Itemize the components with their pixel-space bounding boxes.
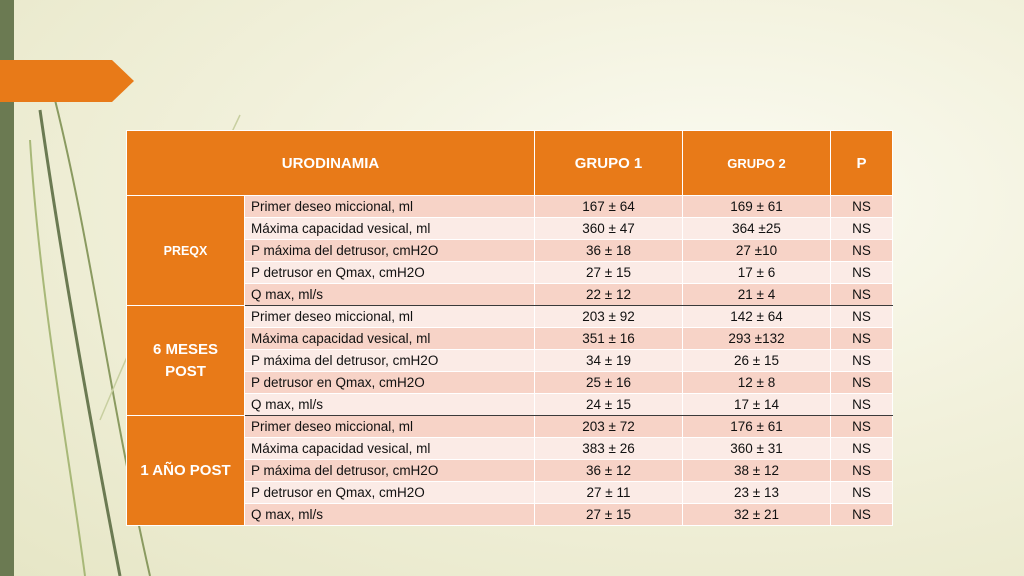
p-cell: NS xyxy=(831,438,893,460)
grupo2-cell: 364 ±25 xyxy=(683,218,831,240)
param-cell: P máxima del detrusor, cmH2O xyxy=(245,460,535,482)
grupo1-cell: 203 ± 92 xyxy=(535,306,683,328)
param-cell: Máxima capacidad vesical, ml xyxy=(245,218,535,240)
param-cell: P detrusor en Qmax, cmH2O xyxy=(245,482,535,504)
grupo1-cell: 34 ± 19 xyxy=(535,350,683,372)
param-cell: Primer deseo miccional, ml xyxy=(245,306,535,328)
grupo2-cell: 169 ± 61 xyxy=(683,196,831,218)
grupo2-cell: 12 ± 8 xyxy=(683,372,831,394)
p-cell: NS xyxy=(831,372,893,394)
param-cell: P máxima del detrusor, cmH2O xyxy=(245,240,535,262)
grupo2-cell: 142 ± 64 xyxy=(683,306,831,328)
grupo1-cell: 27 ± 15 xyxy=(535,504,683,526)
group-label-1-ano-post: 1 AÑO POST xyxy=(127,416,245,526)
table-row xyxy=(127,196,893,218)
grupo1-cell: 360 ± 47 xyxy=(535,218,683,240)
grupo1-cell: 27 ± 11 xyxy=(535,482,683,504)
grupo2-cell: 17 ± 6 xyxy=(683,262,831,284)
param-cell: P máxima del detrusor, cmH2O xyxy=(245,350,535,372)
param-cell: Q max, ml/s xyxy=(245,504,535,526)
param-cell: Máxima capacidad vesical, ml xyxy=(245,438,535,460)
grupo2-cell: 360 ± 31 xyxy=(683,438,831,460)
group-label-6-meses-post xyxy=(127,306,245,416)
param-cell: P detrusor en Qmax, cmH2O xyxy=(245,262,535,284)
grupo2-cell: 32 ± 21 xyxy=(683,504,831,526)
p-cell: NS xyxy=(831,284,893,306)
p-cell: NS xyxy=(831,350,893,372)
p-cell: NS xyxy=(831,240,893,262)
p-cell: NS xyxy=(831,328,893,350)
grupo1-cell: 24 ± 15 xyxy=(535,394,683,416)
grupo1-cell: 22 ± 12 xyxy=(535,284,683,306)
grupo1-cell: 383 ± 26 xyxy=(535,438,683,460)
grupo1-cell: 36 ± 18 xyxy=(535,240,683,262)
grupo2-cell: 38 ± 12 xyxy=(683,460,831,482)
grupo2-cell: 23 ± 13 xyxy=(683,482,831,504)
p-cell: NS xyxy=(831,460,893,482)
param-cell: Máxima capacidad vesical, ml xyxy=(245,328,535,350)
p-cell: NS xyxy=(831,306,893,328)
p-cell: NS xyxy=(831,504,893,526)
param-cell: Primer deseo miccional, ml xyxy=(245,416,535,438)
table-row xyxy=(127,416,893,438)
p-cell: NS xyxy=(831,262,893,284)
grupo2-cell: 176 ± 61 xyxy=(683,416,831,438)
header-urodinamia: URODINAMIA xyxy=(127,131,535,196)
p-cell: NS xyxy=(831,416,893,438)
grupo2-cell: 27 ±10 xyxy=(683,240,831,262)
header-grupo-1: GRUPO 1 xyxy=(535,131,683,196)
p-cell: NS xyxy=(831,482,893,504)
grupo2-cell: 26 ± 15 xyxy=(683,350,831,372)
grupo1-cell: 351 ± 16 xyxy=(535,328,683,350)
group-label-preqx: PREQX xyxy=(127,196,245,306)
grupo1-cell: 167 ± 64 xyxy=(535,196,683,218)
param-cell: Primer deseo miccional, ml xyxy=(245,196,535,218)
grupo1-cell: 27 ± 15 xyxy=(535,262,683,284)
p-cell: NS xyxy=(831,218,893,240)
header-p: P xyxy=(831,131,893,196)
grupo1-cell: 36 ± 12 xyxy=(535,460,683,482)
param-cell: Q max, ml/s xyxy=(245,394,535,416)
grupo1-cell: 25 ± 16 xyxy=(535,372,683,394)
grupo1-cell: 203 ± 72 xyxy=(535,416,683,438)
title-tab-shape xyxy=(0,60,134,102)
grupo2-cell: 21 ± 4 xyxy=(683,284,831,306)
table-header-row xyxy=(127,131,893,196)
grupo2-cell: 17 ± 14 xyxy=(683,394,831,416)
group-label-line-2: POST xyxy=(165,362,206,380)
param-cell: Q max, ml/s xyxy=(245,284,535,306)
urodinamia-table xyxy=(126,130,893,526)
param-cell: P detrusor en Qmax, cmH2O xyxy=(245,372,535,394)
grupo2-cell: 293 ±132 xyxy=(683,328,831,350)
p-cell: NS xyxy=(831,394,893,416)
table-row xyxy=(127,306,893,328)
group-label-line-1: 6 MESES xyxy=(152,340,219,358)
header-grupo-2: GRUPO 2 xyxy=(683,131,831,196)
p-cell: NS xyxy=(831,196,893,218)
